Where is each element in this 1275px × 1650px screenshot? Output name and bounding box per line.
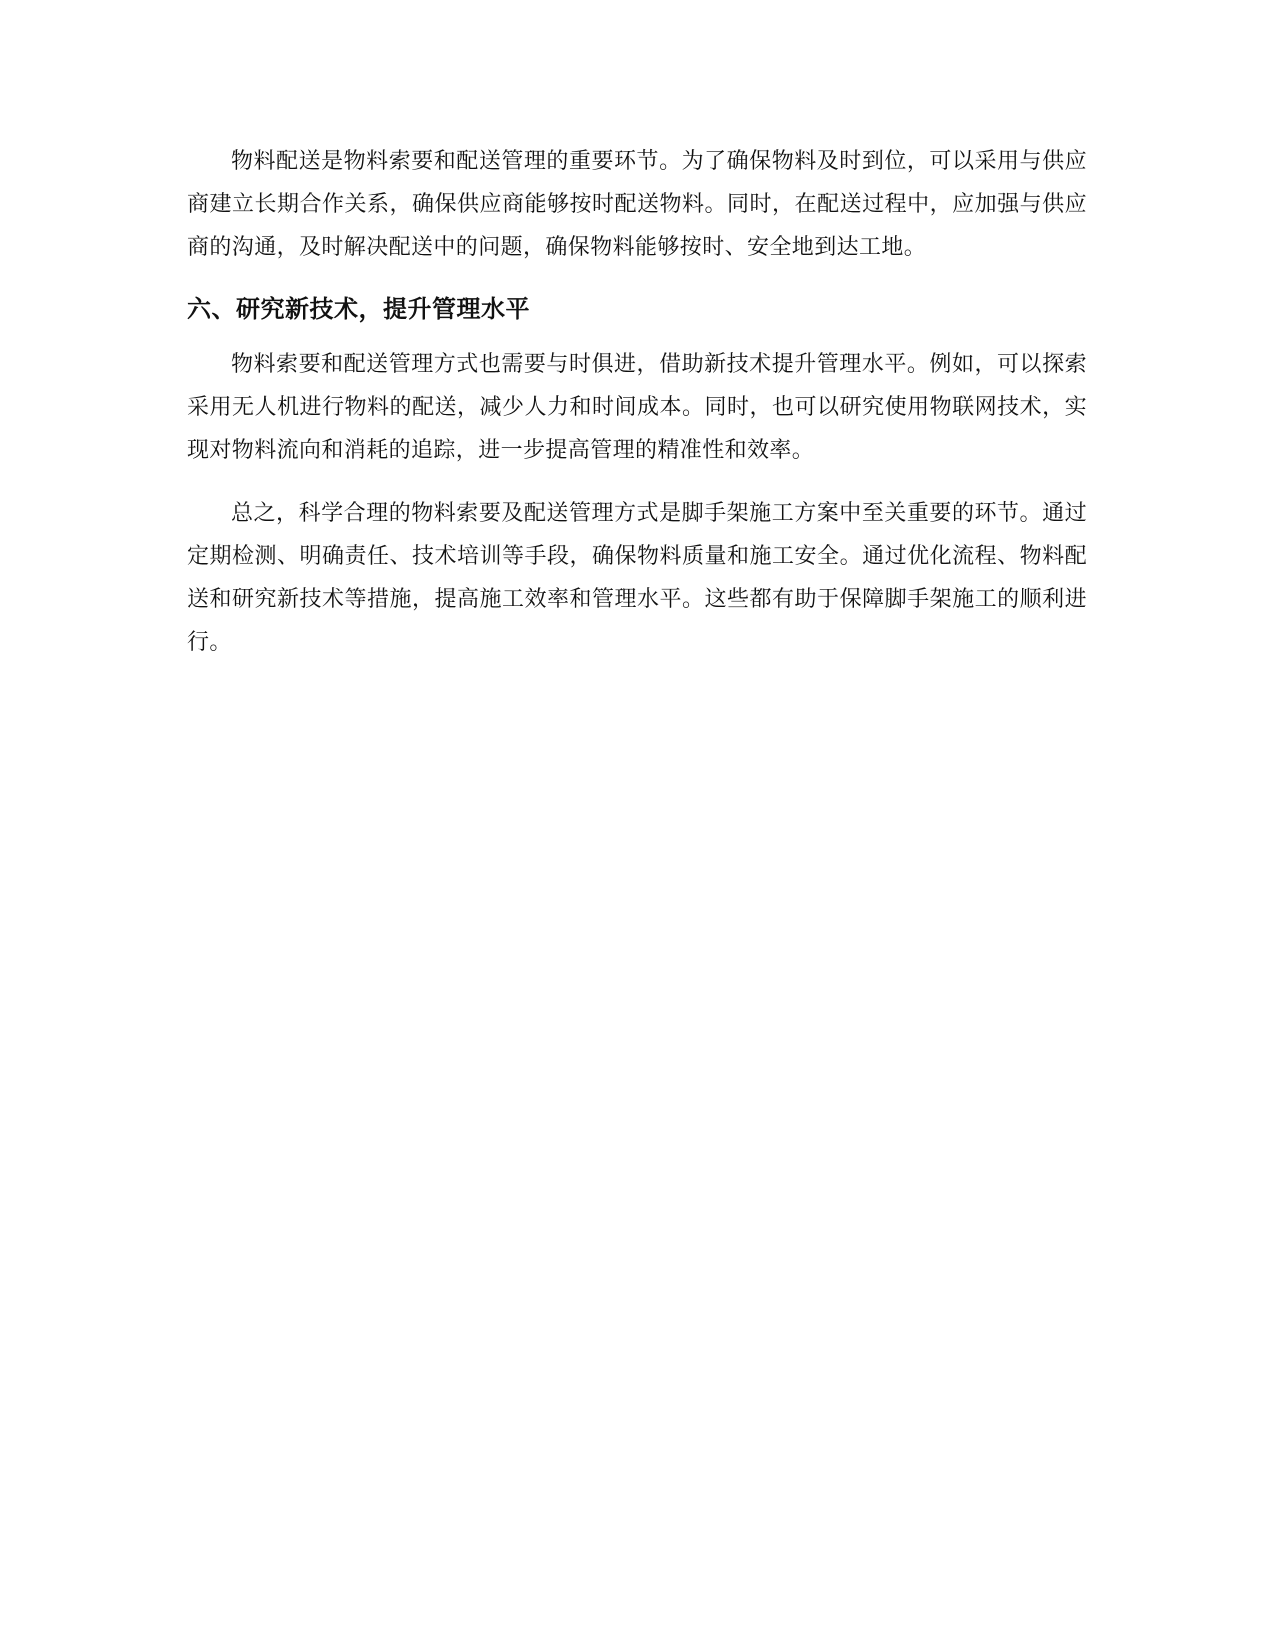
section-heading: 六、研究新技术，提升管理水平 bbox=[187, 295, 530, 323]
paragraph-new-technology: 物料索要和配送管理方式也需要与时俱进，借助新技术提升管理水平。例如，可以探索采用无人机进行物料的配送，减少人力和时间成本。同时，也可以研究使用物联网技术，实现对物料流向和消耗的追踪，进一步提高管理的精准性和效率。 bbox=[187, 352, 1087, 463]
paragraph-material-delivery: 物料配送是物料索要和配送管理的重要环节。为了确保物料及时到位，可以采用与供应商建立长期合作关系，确保供应商能够按时配送物料。同时，在配送过程中，应加强与供应商的沟通，及时解决配送中的问题，确保物料能够按时、安全地到达工地。 bbox=[187, 149, 1087, 260]
paragraph-conclusion: 总之，科学合理的物料索要及配送管理方式是脚手架施工方案中至关重要的环节。通过定期检测、明确责任、技术培训等手段，确保物料质量和施工安全。通过优化流程、物料配送和研究新技术等措施，提高施工效率和管理水平。这些都有助于保障脚手架施工的顺利进行。 bbox=[187, 501, 1087, 655]
document-body bbox=[187, 140, 1087, 684]
